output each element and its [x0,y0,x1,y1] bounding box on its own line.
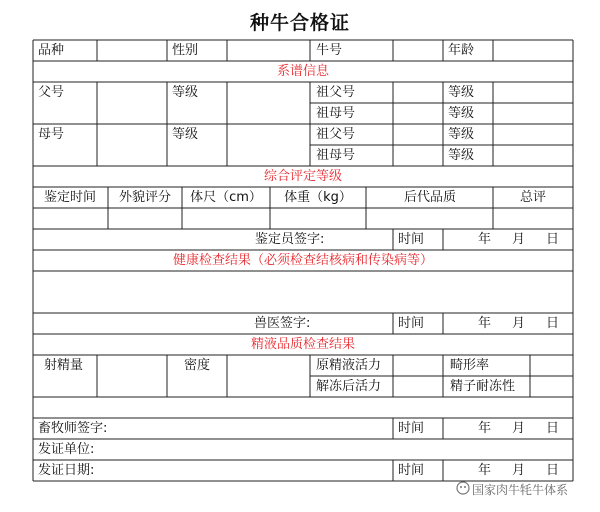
mother-grade-label: 等级 [172,127,199,142]
officer-year-label: 年 [478,421,492,436]
vet-day-label: 日 [546,316,560,331]
father-grade-label: 等级 [172,85,199,100]
issue-year-label: 年 [478,463,492,478]
freeze-tolerance-label: 精子耐冻性 [450,379,516,394]
fresh-motility-label: 原精液活力 [316,358,382,373]
density-label: 密度 [184,358,211,373]
cattle-no-label: 牛号 [316,43,343,58]
officer-month-label: 月 [512,421,526,436]
eval-header-body-weight: 体重（kg） [284,190,352,205]
eval-header-appraisal-time: 鉴定时间 [43,190,97,205]
vet-signature-label: 兽医签字: [254,316,311,331]
certificate-title: 种牛合格证 [249,12,350,34]
eval-header-offspring-quality: 后代品质 [403,190,457,205]
officer-day-label: 日 [546,421,560,436]
officer-time-label: 时间 [398,421,425,436]
issue-day-label: 日 [546,463,560,478]
breed-label: 品种 [38,43,65,58]
eval-header-appearance-score: 外貌评分 [118,190,172,205]
gender-label: 性别 [172,43,199,58]
vet-year-label: 年 [478,316,492,331]
paternal-grandfather-grade-label: 等级 [448,85,475,100]
post-thaw-motility-label: 解冻后活力 [316,379,382,394]
paternal-grandfather-label: 祖父号 [316,85,356,100]
appraiser-year-label: 年 [478,232,492,247]
abnormality-rate-label: 畸形率 [450,358,490,373]
appraiser-time-label: 时间 [398,232,425,247]
ejaculate-volume-label: 射精量 [44,358,84,373]
pedigree-section-title: 系谱信息 [276,64,330,79]
animal-officer-signature-label: 畜牧师签字: [38,421,108,436]
mother-no-label: 母号 [38,127,65,142]
watermark [456,480,596,500]
appraiser-day-label: 日 [546,232,560,247]
watermark-text: 国家肉牛牦牛体系 [472,483,569,497]
maternal-grandmother-label: 祖母号 [316,148,356,163]
eval-header-overall: 总评 [519,190,547,205]
issue-time-label: 时间 [398,463,425,478]
issue-month-label: 月 [512,463,526,478]
maternal-grandfather-grade-label: 等级 [448,127,475,142]
vet-month-label: 月 [512,316,526,331]
vet-time-label: 时间 [398,316,425,331]
issue-date-label: 发证日期: [38,463,95,478]
evaluation-section-title: 综合评定等级 [263,169,343,184]
maternal-grandmother-grade-label: 等级 [448,148,475,163]
semen-section-title: 精液品质检查结果 [250,337,356,352]
appraiser-month-label: 月 [512,232,526,247]
issuer-label: 发证单位: [38,442,95,457]
paternal-grandmother-grade-label: 等级 [448,106,475,121]
appraiser-signature-label: 鉴定员签字: [255,232,325,247]
wechat-logo-icon [456,481,470,495]
eval-header-body-size: 体尺（cm） [190,190,262,205]
father-no-label: 父号 [38,85,65,100]
health-section-title: 健康检查结果（必须检查结核病和传染病等） [172,253,434,268]
paternal-grandmother-label: 祖母号 [316,106,356,121]
age-label: 年龄 [448,43,475,58]
maternal-grandfather-label: 祖父号 [316,127,356,142]
